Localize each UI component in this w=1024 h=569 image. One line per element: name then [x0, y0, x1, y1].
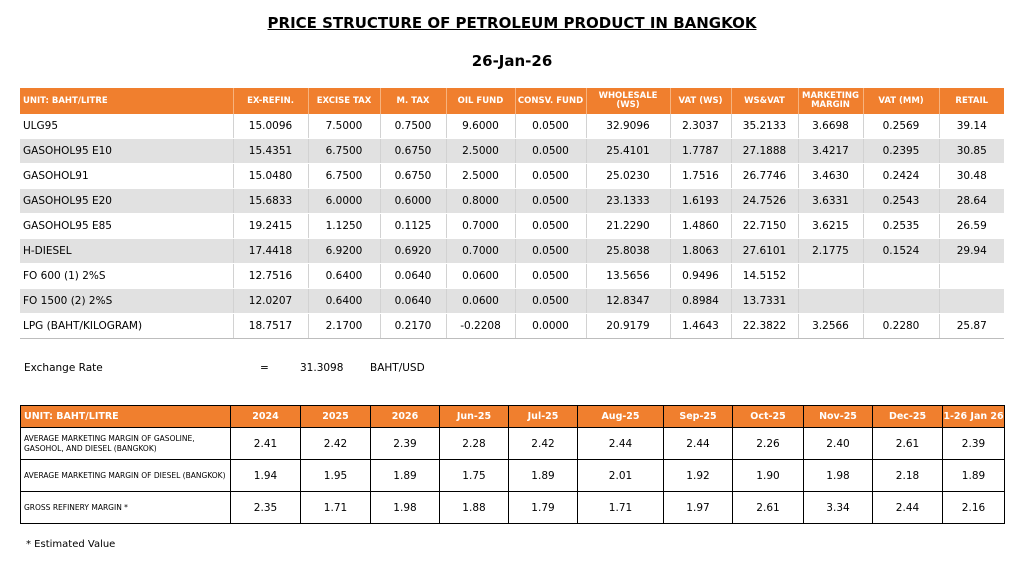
exchange-rate-equals: =	[260, 362, 269, 374]
table-cell: 2.26	[733, 428, 804, 460]
table-cell: 2.42	[509, 428, 578, 460]
table-cell: 2.1700	[308, 314, 380, 339]
table-cell: 15.0096	[233, 114, 308, 139]
table-row	[20, 114, 1004, 139]
table-cell: 1.92	[664, 460, 733, 492]
table-cell: 1.89	[943, 460, 1005, 492]
table-cell: 1.8063	[670, 239, 731, 264]
table-cell: 3.6215	[798, 214, 863, 239]
table-cell: 0.2280	[863, 314, 939, 339]
table-cell: 6.7500	[308, 164, 380, 189]
column-header: 2024	[231, 406, 301, 428]
exchange-rate-label: Exchange Rate	[24, 362, 103, 374]
table-cell: 2.01	[578, 460, 664, 492]
table-cell: 25.4101	[586, 139, 670, 164]
table-cell: 0.0500	[515, 264, 586, 289]
table-cell: 1.98	[804, 460, 873, 492]
table-cell: 0.0500	[515, 289, 586, 314]
table-cell: 29.94	[939, 239, 1004, 264]
table-cell: 1.89	[509, 460, 578, 492]
row-label: FO 600 (1) 2%S	[20, 264, 233, 289]
table-cell: 7.5000	[308, 114, 380, 139]
table-cell	[863, 264, 939, 289]
table-cell: 1.7516	[670, 164, 731, 189]
table-cell: 1.1250	[308, 214, 380, 239]
table-cell: 2.61	[873, 428, 943, 460]
column-header: M. TAX	[380, 88, 446, 114]
table-row	[21, 492, 1005, 524]
table-cell: 1.6193	[670, 189, 731, 214]
table-cell: 1.75	[440, 460, 509, 492]
table-cell: 2.35	[231, 492, 301, 524]
table-cell: 22.7150	[731, 214, 798, 239]
table-cell: 0.2424	[863, 164, 939, 189]
table-cell: 0.7500	[380, 114, 446, 139]
row-label: H-DIESEL	[20, 239, 233, 264]
table-cell: 2.40	[804, 428, 873, 460]
table-cell: 0.8000	[446, 189, 515, 214]
column-header: WS&VAT	[731, 88, 798, 114]
column-header: Sep-25	[664, 406, 733, 428]
column-header: Dec-25	[873, 406, 943, 428]
price-header-row	[20, 88, 1004, 114]
table-cell: 18.7517	[233, 314, 308, 339]
table-cell: 20.9179	[586, 314, 670, 339]
table-cell: 22.3822	[731, 314, 798, 339]
column-header: MARKETING MARGIN	[798, 88, 863, 114]
column-header: Aug-25	[578, 406, 664, 428]
table-cell: 35.2133	[731, 114, 798, 139]
exchange-rate-unit: BAHT/USD	[370, 362, 425, 374]
table-cell: 1.4860	[670, 214, 731, 239]
table-cell: 0.0500	[515, 164, 586, 189]
column-header: Nov-25	[804, 406, 873, 428]
table-cell: 0.9496	[670, 264, 731, 289]
margin-table-body	[21, 428, 1005, 524]
table-cell: -0.2208	[446, 314, 515, 339]
table-cell: 0.6750	[380, 139, 446, 164]
table-cell: 3.2566	[798, 314, 863, 339]
table-cell: 2.5000	[446, 164, 515, 189]
table-cell: 1.95	[301, 460, 371, 492]
column-header: 1-26 Jan 26	[943, 406, 1005, 428]
table-cell: 12.8347	[586, 289, 670, 314]
table-cell: 0.0640	[380, 289, 446, 314]
column-header: UNIT: BAHT/LITRE	[21, 406, 231, 428]
row-label: ULG95	[20, 114, 233, 139]
table-cell: 25.0230	[586, 164, 670, 189]
column-header: 2025	[301, 406, 371, 428]
table-cell: 32.9096	[586, 114, 670, 139]
table-cell: 1.88	[440, 492, 509, 524]
table-cell: 0.0500	[515, 114, 586, 139]
table-row	[21, 428, 1005, 460]
table-cell: 0.0500	[515, 139, 586, 164]
table-cell: 1.98	[371, 492, 440, 524]
table-cell: 13.7331	[731, 289, 798, 314]
table-cell: 27.6101	[731, 239, 798, 264]
table-cell: 0.8984	[670, 289, 731, 314]
table-cell: 0.1125	[380, 214, 446, 239]
column-header: CONSV. FUND	[515, 88, 586, 114]
price-structure-table	[20, 88, 1004, 339]
table-cell: 3.4217	[798, 139, 863, 164]
table-cell: 25.8038	[586, 239, 670, 264]
row-label: AVERAGE MARKETING MARGIN OF DIESEL (BANGKOK)	[21, 460, 231, 492]
table-cell: 0.6400	[308, 264, 380, 289]
table-cell: 1.7787	[670, 139, 731, 164]
table-cell: 2.1775	[798, 239, 863, 264]
table-cell: 0.6000	[380, 189, 446, 214]
price-table-body	[20, 114, 1004, 339]
marketing-margin-table	[20, 405, 1005, 524]
row-label: LPG (BAHT/KILOGRAM)	[20, 314, 233, 339]
column-header: 2026	[371, 406, 440, 428]
table-cell: 23.1333	[586, 189, 670, 214]
table-cell: 2.39	[943, 428, 1005, 460]
table-cell: 2.16	[943, 492, 1005, 524]
table-cell: 17.4418	[233, 239, 308, 264]
table-cell: 2.5000	[446, 139, 515, 164]
table-cell: 39.14	[939, 114, 1004, 139]
column-header: Jul-25	[509, 406, 578, 428]
table-cell: 2.42	[301, 428, 371, 460]
table-row	[20, 189, 1004, 214]
table-cell: 0.6400	[308, 289, 380, 314]
table-cell: 12.7516	[233, 264, 308, 289]
table-cell	[939, 289, 1004, 314]
table-cell: 1.97	[664, 492, 733, 524]
table-cell: 15.4351	[233, 139, 308, 164]
table-cell: 26.59	[939, 214, 1004, 239]
table-cell: 3.6331	[798, 189, 863, 214]
table-cell	[798, 264, 863, 289]
table-cell: 0.0600	[446, 264, 515, 289]
row-label: GROSS REFINERY MARGIN *	[21, 492, 231, 524]
table-row	[20, 164, 1004, 189]
table-cell: 0.0600	[446, 289, 515, 314]
table-cell: 0.0500	[515, 189, 586, 214]
table-cell: 3.6698	[798, 114, 863, 139]
report-date: 26-Jan-26	[471, 52, 553, 70]
table-cell: 30.85	[939, 139, 1004, 164]
footnote-estimated-value: * Estimated Value	[26, 539, 116, 550]
table-cell: 0.2543	[863, 189, 939, 214]
column-header: Jun-25	[440, 406, 509, 428]
table-row	[20, 214, 1004, 239]
table-cell: 1.89	[371, 460, 440, 492]
row-label: GASOHOL95 E20	[20, 189, 233, 214]
table-cell: 2.44	[664, 428, 733, 460]
table-cell: 0.2535	[863, 214, 939, 239]
row-label: GASOHOL91	[20, 164, 233, 189]
table-cell: 12.0207	[233, 289, 308, 314]
table-cell: 25.87	[939, 314, 1004, 339]
table-cell: 3.34	[804, 492, 873, 524]
table-cell: 0.1524	[863, 239, 939, 264]
table-cell: 3.4630	[798, 164, 863, 189]
table-cell: 14.5152	[731, 264, 798, 289]
row-label: AVERAGE MARKETING MARGIN OF GASOLINE, GASOHOL, AND DIESEL (BANGKOK)	[21, 428, 231, 460]
table-cell: 1.90	[733, 460, 804, 492]
table-cell: 15.0480	[233, 164, 308, 189]
table-cell: 1.71	[301, 492, 371, 524]
table-cell: 21.2290	[586, 214, 670, 239]
table-cell	[798, 289, 863, 314]
table-row	[21, 460, 1005, 492]
table-row	[20, 264, 1004, 289]
column-header: VAT (MM)	[863, 88, 939, 114]
table-cell: 2.39	[371, 428, 440, 460]
table-cell: 27.1888	[731, 139, 798, 164]
column-header: WHOLESALE (WS)	[586, 88, 670, 114]
column-header: OIL FUND	[446, 88, 515, 114]
column-header: EXCISE TAX	[308, 88, 380, 114]
table-cell: 2.28	[440, 428, 509, 460]
table-cell: 9.6000	[446, 114, 515, 139]
table-cell: 1.94	[231, 460, 301, 492]
table-cell: 0.0500	[515, 214, 586, 239]
table-cell: 1.71	[578, 492, 664, 524]
table-cell: 2.41	[231, 428, 301, 460]
table-cell: 0.0500	[515, 239, 586, 264]
table-cell: 0.2569	[863, 114, 939, 139]
table-cell: 26.7746	[731, 164, 798, 189]
table-cell	[863, 289, 939, 314]
column-header: UNIT: BAHT/LITRE	[20, 88, 233, 114]
table-cell: 0.2395	[863, 139, 939, 164]
page-title: PRICE STRUCTURE OF PETROLEUM PRODUCT IN BANGKOK	[267, 14, 757, 32]
table-cell: 0.0000	[515, 314, 586, 339]
table-cell	[939, 264, 1004, 289]
table-cell: 6.9200	[308, 239, 380, 264]
table-cell: 13.5656	[586, 264, 670, 289]
column-header: Oct-25	[733, 406, 804, 428]
table-cell: 0.0640	[380, 264, 446, 289]
table-cell: 2.61	[733, 492, 804, 524]
table-cell: 15.6833	[233, 189, 308, 214]
table-cell: 24.7526	[731, 189, 798, 214]
table-cell: 0.7000	[446, 214, 515, 239]
table-row	[20, 314, 1004, 339]
column-header: VAT (WS)	[670, 88, 731, 114]
table-cell: 2.18	[873, 460, 943, 492]
table-cell: 0.6750	[380, 164, 446, 189]
column-header: RETAIL	[939, 88, 1004, 114]
table-row	[20, 139, 1004, 164]
table-cell: 1.4643	[670, 314, 731, 339]
table-cell: 0.7000	[446, 239, 515, 264]
margin-header-row	[21, 406, 1005, 428]
table-row	[20, 239, 1004, 264]
table-cell: 6.0000	[308, 189, 380, 214]
table-cell: 28.64	[939, 189, 1004, 214]
column-header: EX-REFIN.	[233, 88, 308, 114]
row-label: FO 1500 (2) 2%S	[20, 289, 233, 314]
table-cell: 0.2170	[380, 314, 446, 339]
table-cell: 1.79	[509, 492, 578, 524]
exchange-rate-value: 31.3098	[300, 362, 344, 374]
table-cell: 0.6920	[380, 239, 446, 264]
table-cell: 2.44	[578, 428, 664, 460]
row-label: GASOHOL95 E85	[20, 214, 233, 239]
table-cell: 19.2415	[233, 214, 308, 239]
table-cell: 2.44	[873, 492, 943, 524]
row-label: GASOHOL95 E10	[20, 139, 233, 164]
table-cell: 30.48	[939, 164, 1004, 189]
table-cell: 6.7500	[308, 139, 380, 164]
table-row	[20, 289, 1004, 314]
table-cell: 2.3037	[670, 114, 731, 139]
